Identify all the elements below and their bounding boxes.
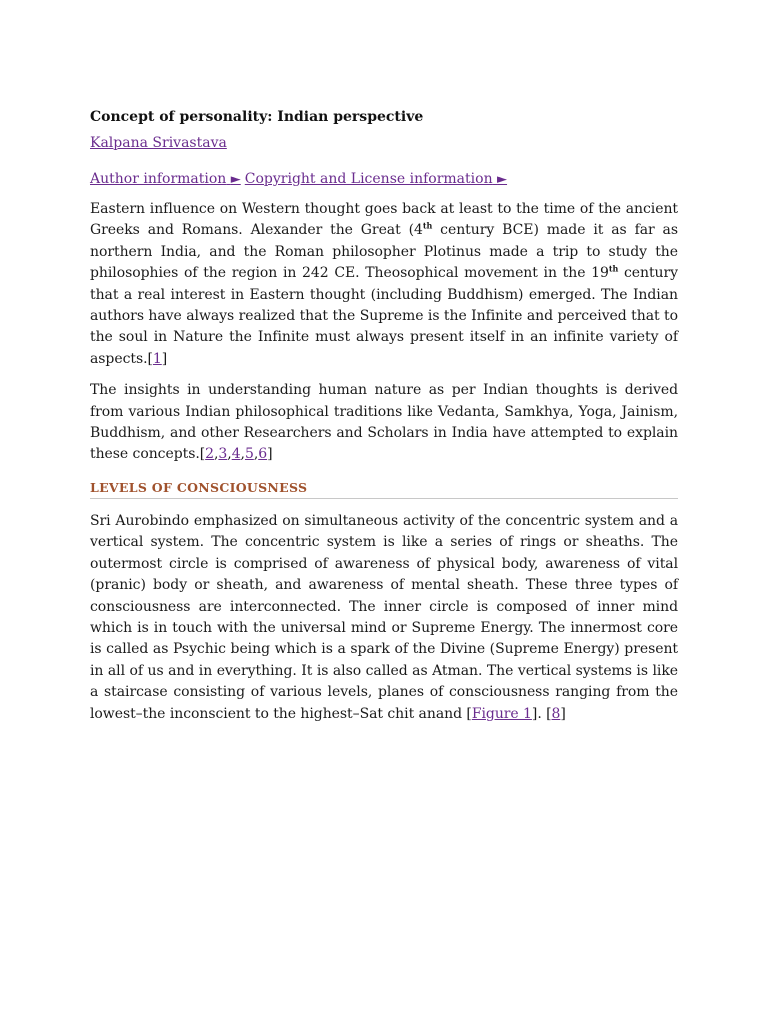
article-title: Concept of personality: Indian perspective	[90, 109, 424, 125]
reference-link[interactable]: 1	[152, 350, 162, 367]
reference-link[interactable]: 2	[205, 446, 215, 463]
author-information-label: Author information	[90, 171, 227, 187]
superscript-th: th	[422, 220, 433, 231]
author-information-link[interactable]	[90, 171, 241, 187]
paragraph-aurobindo: Sri Aurobindo emphasized on simultaneous activity of the concentric system and a vertical system. The concentric system is like a series of rings or sheaths. The outermost circle is comprised of awareness of physical body, awareness of vital (pranic) body or sheath, and awareness of mental sheath. These three types of consciousness are interconnected. The inner circle is composed of inner mind which is in touch with the universal mind or Supreme Energy. The innermost core is called as Psychic being which is a spark of the Divine (Supreme Energy) present in all of us and in everything. It is also called as Atman. The vertical systems is like a staircase consisting of various levels, planes of consciousness ranging from the lowest–the inconscient to the highest–Sat chit anand [Figure 1]. [8]	[90, 512, 678, 722]
paragraph-intro: Eastern influence on Western thought goes back at least to the time of the ancient Greeks and Romans. Alexander the Great (4th century BCE) made it as far as northern India, and the Roman philosopher Plotinus made a trip to study the philosophies of the region in 242 CE. Theosophical movement in the 19th century that a real interest in Eastern thought (including Buddhism) emerged. The Indian authors have always realized that the Supreme is the Infinite and perceived that to the soul in Nature the Infinite must always present itself in an infinite variety of aspects.[1]	[90, 201, 679, 367]
paragraph-intro-text-3: century that a real interest in Eastern thought (including Buddhism) emerged. The Indian authors have always realized that the Supreme is the Infinite and perceived that to the soul in Nature the Infinite must always present itself in an infinite variety of aspects.	[90, 265, 679, 367]
paragraph-intro-text-1: Eastern influence on Western thought goes back at least to the time of the ancient Greeks and Romans. Alexander the Great (4	[90, 201, 678, 239]
reference-link[interactable]: 3	[218, 446, 228, 463]
article	[90, 106, 678, 735]
paragraph-intro-text-2: century BCE) made it as far as northern India, and the Roman philosopher Plotinus made a trip to study the philosophies of the region in 242 CE. Theosophical movement in the 19	[90, 222, 678, 282]
reference-link[interactable]: 8	[551, 705, 561, 722]
figure-link[interactable]: Figure 1	[471, 705, 532, 722]
copyright-license-link[interactable]	[245, 171, 507, 187]
reference-link[interactable]: 6	[258, 446, 268, 463]
copyright-license-label: Copyright and License information	[244, 171, 493, 187]
reference-link[interactable]: 5	[244, 446, 254, 463]
superscript-th: th	[608, 263, 619, 274]
info-links-row	[90, 168, 678, 191]
paragraph-insights: The insights in understanding human nature as per Indian thoughts is derived from various Indian philosophical traditions like Vedanta, Samkhya, Yoga, Jainism, Buddhism, and other Researchers and Scholars in India have attempted to explain these concepts.[2,3,4,5,6]	[90, 382, 678, 463]
author-link[interactable]: Kalpana Srivastava	[90, 135, 227, 151]
section-heading-levels: LEVELS OF CONSCIOUSNESS	[90, 480, 678, 499]
paragraph-aurobindo-text: Sri Aurobindo emphasized on simultaneous activity of the concentric system and a vertical system. The concentric system is like a series of rings or sheaths. The outermost circle is comprised of awareness of physical body, awareness of vital (pranic) body or sheath, and awareness of mental sheath. These three types of consciousness are interconnected. The inner circle is composed of inner mind which is in touch with the universal mind or Supreme Energy. The innermost core is called as Psychic being which is a spark of the Divine (Supreme Energy) present in all of us and in everything. It is also called as Atman. The vertical systems is like a staircase consisting of various levels, planes of consciousness ranging from the lowest–the inconscient to the highest–Sat chit anand	[90, 512, 678, 722]
reference-link[interactable]: 4	[231, 446, 241, 463]
paragraph-insights-text: The insights in understanding human nature as per Indian thoughts is derived from various Indian philosophical traditions like Vedanta, Samkhya, Yoga, Jainism, Buddhism, and other Researchers and Scholars in India have attempted to explain these concepts.	[90, 382, 678, 463]
triangle-right-icon: ►	[497, 172, 508, 187]
triangle-right-icon: ►	[230, 172, 241, 187]
author-line	[90, 132, 678, 154]
